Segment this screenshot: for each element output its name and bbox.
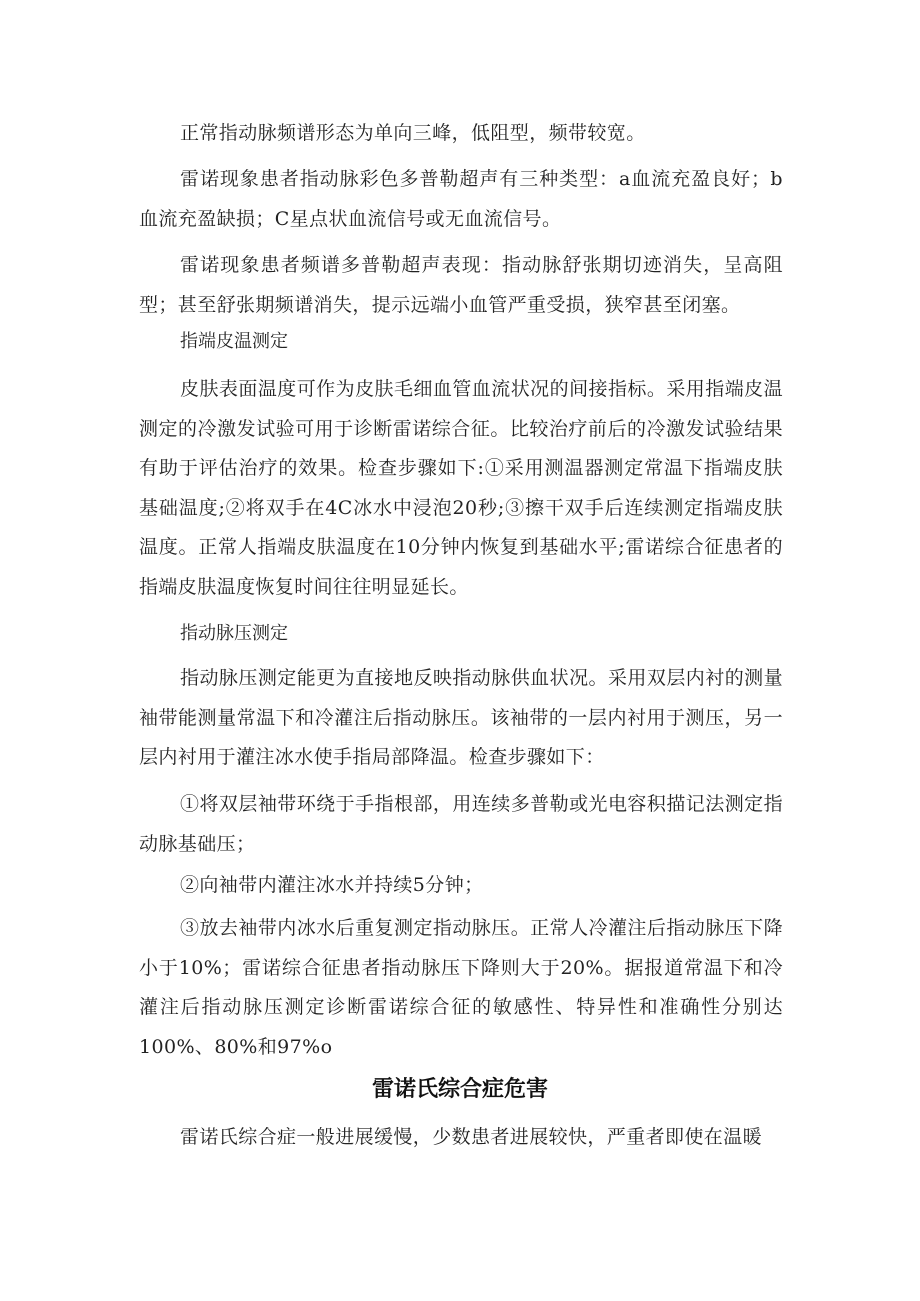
paragraph-skin-temperature: 皮肤表面温度可作为皮肤毛细血管血流状况的间接指标。采用指端皮温测定的冷激发试验可用于诊断雷诺综合征。比较治疗前后的冷激发试验结果有助于评估治疗的效果。检查步骤如下:①采用测温器测定常温下指端皮肤基础温度;②将双手在4C冰水中浸泡20秒;③擦干双手后连续测定指端皮肤温度。正常人指端皮肤温度在10分钟内恢复到基础水平;雷诺综合征患者的指端皮肤温度恢复时间往往明显延长。 [139, 378, 783, 598]
paragraph-step-3: ③放去袖带内冰水后重复测定指动脉压。正常人冷灌注后指动脉压下降小于10%；雷诺综合征患者指动脉压下降则大于20%。据报道常温下和冷灌注后指动脉压测定诊断雷诺综合征的敏感性、特异性和准确性分别达100%、80%和97%o [139, 917, 783, 1058]
paragraph-step-1: ①将双层袖带环绕于手指根部，用连续多普勒或光电容积描记法测定指动脉基础压； [139, 793, 783, 855]
section-title: 雷诺氏综合症危害 [371, 1077, 548, 1102]
paragraph-digital-pressure: 指动脉压测定能更为直接地反映指动脉供血状况。采用双层内衬的测量袖带能测量常温下和冷灌注后指动脉压。该袖带的一层内衬用于测压，另一层内衬用于灌注冰水使手指局部降温。检查步骤如下： [139, 667, 783, 768]
subheading-skin-temperature: 指端皮温测定 [180, 331, 288, 352]
subheading-digital-pressure: 指动脉压测定 [180, 623, 288, 644]
paragraph-step-2: ②向袖带内灌注冰水并持续5分钟； [180, 874, 484, 896]
paragraph-normal-spectrum: 正常指动脉频谱形态为单向三峰，低阻型，频带较宽。 [180, 122, 646, 144]
paragraph-spectral-doppler: 雷诺现象患者频谱多普勒超声表现：指动脉舒张期切迹消失，呈高阻型；甚至舒张期频谱消失，提示远端小血管严重受损，狭窄甚至闭塞。 [139, 254, 783, 316]
paragraph-hazards: 雷诺氏综合症一般进展缓慢，少数患者进展较快，严重者即使在温暖 [180, 1126, 763, 1148]
paragraph-color-doppler-types: 雷诺现象患者指动脉彩色多普勒超声有三种类型：a血流充盈良好；b血流充盈缺损；C星点状血流信号或无血流信号。 [139, 168, 783, 230]
